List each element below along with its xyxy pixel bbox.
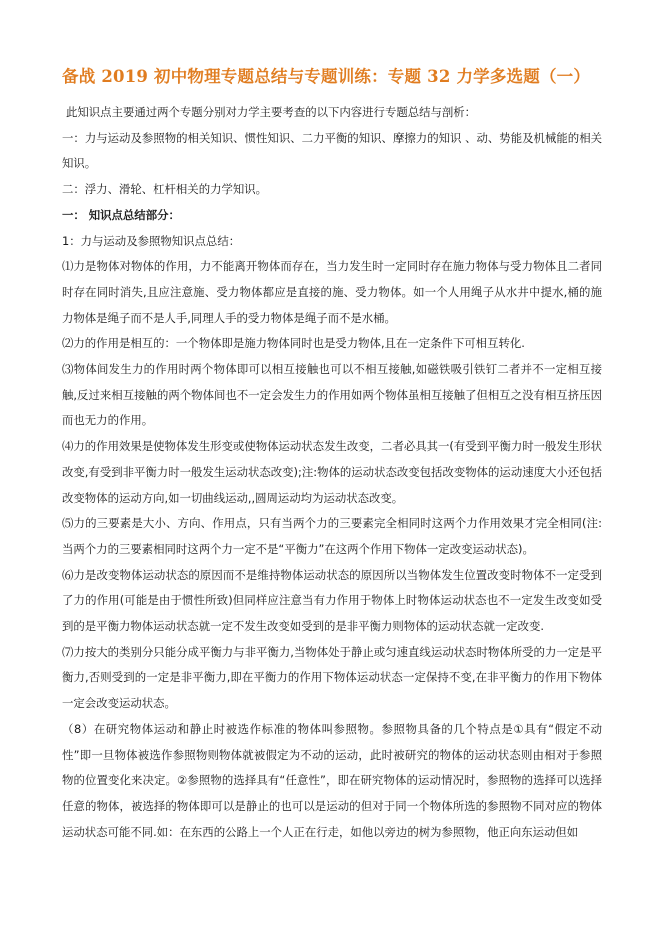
point-7-paragraph: ⑺力按大的类别分只能分成平衡力与非平衡力,当物体处于静止或匀速直线运动状态时物体所受的力一定是平衡力,否则受到的一定是非平衡力,即在平衡力的作用下物体运动状态一定保持不变,在非平衡力的作用下物体一定会改变运动状态。: [62, 644, 602, 711]
document-body: [62, 100, 602, 845]
point-1-paragraph: ⑴力是物体对物体的作用，力不能离开物体而存在，当力发生时一定同时存在施力物体与受力物体且二者同时存在同时消失,且应注意施、受力物体都应是直接的施、受力物体。如一个人用绳子从水井中提水,桶的施力物体是绳子而不是人手,同理人手的受力物体是绳子而不是水桶。: [62, 259, 602, 325]
section-heading: 一： 知识点总结部分：: [62, 207, 180, 222]
point-5-paragraph: ⑸力的三要素是大小、方向、作用点，只有当两个力的三要素完全相同时这两个力作用效果才完全相同(注:当两个力的三要素相同时这两个力一定不是“平衡力”在这两个作用下物体一定改变运动状态)。: [62, 516, 602, 556]
point-3-paragraph: ⑶物体间发生力的作用时两个物体即可以相互接触也可以不相互接触,如磁铁吸引铁钉二者并不一定相互接触,反过来相互接触的两个物体间也不一定会发生力的作用如两个物体虽相互接触了但相互之没有相互挤压因而也无力的作用。: [62, 362, 602, 428]
intro-paragraph: 此知识点主要通过两个专题分别对力学主要考查的以下内容进行专题总结与剖析：: [66, 105, 477, 119]
page-title: 备战 2019 初中物理专题总结与专题训练：专题 32 力学多选题（一）: [62, 67, 591, 86]
point-6-paragraph: ⑹力是改变物体运动状态的原因而不是维持物体运动状态的原因所以当物体发生位置改变时物体不一定受到了力的作用(可能是由于惯性所致)但同样应注意当有力作用于物体上时物体运动状态也不一定发生改变如受到的是平衡力物体运动状态就一定不发生改变如受到的是非平衡力则物体的运动状态就一定改变.: [62, 567, 602, 634]
topic-one-paragraph: 一：力与运动及参照物的相关知识、惯性知识、二力平衡的知识、摩擦力的知识 、动、势能及机械能的相关知识。: [62, 130, 602, 171]
topic-two-paragraph: 二：浮力、滑轮、杠杆相关的力学知识。: [62, 182, 268, 197]
point-2-paragraph: ⑵力的作用是相互的：一个物体即是施力物体同时也是受力物体,且在一定条件下可相互转化.: [62, 336, 525, 351]
point-8-paragraph: （8）在研究物体运动和静止时被选作标准的物体叫参照物。参照物具备的几个特点是①具有“假定不动性”即一旦物体被选作参照物则物体就被假定为不动的运动，此时被研究的物体的运动状态则由相对于参照物的位置变化来决定。②参照物的选择具有“任意性”，即在研究物体的运动情况时，参照物的选择可以选择任意的物体，被选择的物体即可以是静止的也可以是运动的但对于同一个物体所选的参照物不同对应的物体运动状态可能不同.如：在东西的公路上一个人正在行走，如他以旁边的树为参照物，他正向东运动但如: [62, 721, 602, 839]
point-4-paragraph: ⑷力的作用效果是使物体发生形变或使物体运动状态发生改变，二者必具其一(有受到平衡力时一般发生形状改变,有受到非平衡力时一般发生运动状态改变);注:物体的运动状态改变包括改变物体的运动速度大小还包括改变物体的运动方向,如一切曲线运动,,圆周运动均为运动状态改变。: [62, 439, 602, 505]
subsection-heading: 1：力与运动及参照物知识点总结：: [62, 233, 241, 248]
